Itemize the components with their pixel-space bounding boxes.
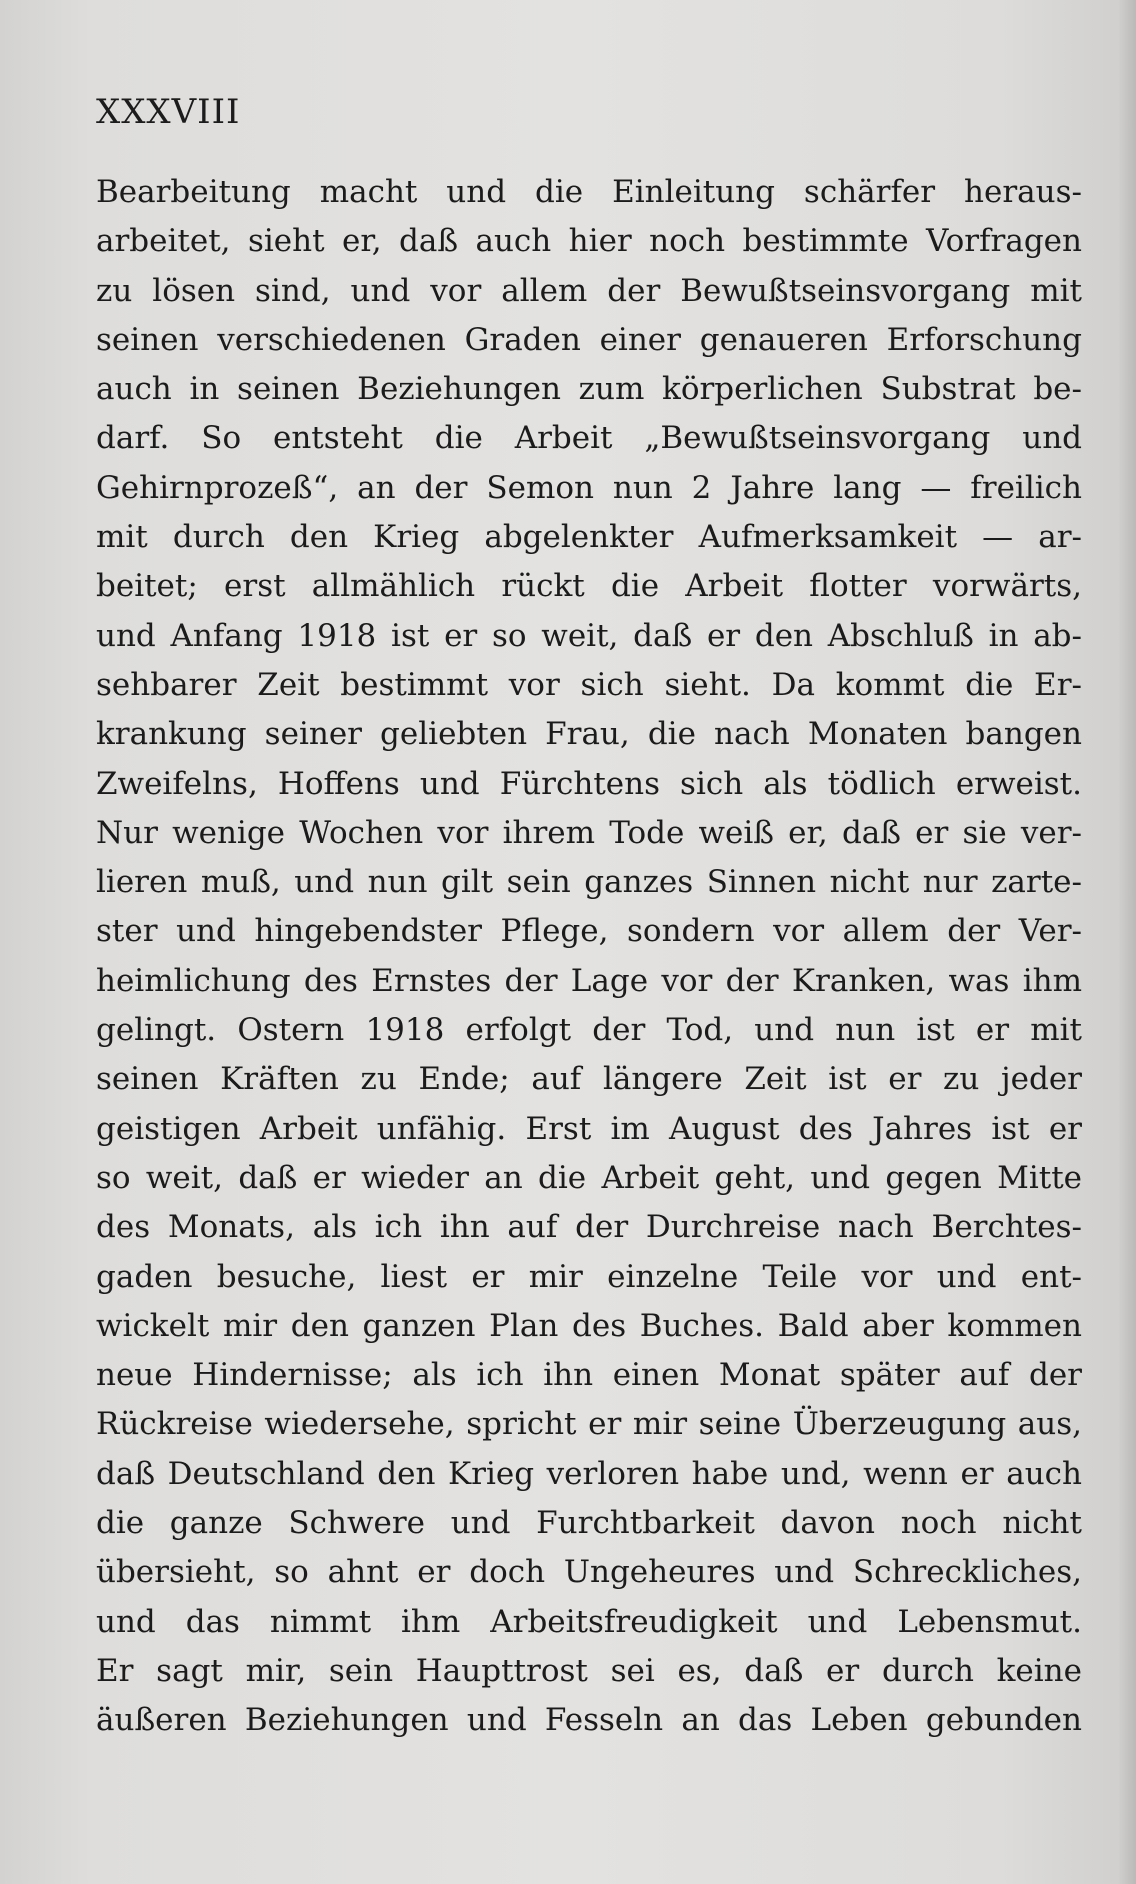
- text-line: gaden besuche, liest er mir einzelne Teile vor und ent-: [96, 1258, 1082, 1295]
- text-line: Er sagt mir, sein Haupttrost sei es, daß er durch keine: [96, 1652, 1082, 1689]
- text-line: des Monats, als ich ihn auf der Durchreise nach Berchtes-: [96, 1209, 1082, 1246]
- text-line: Bearbeitung macht und die Einleitung schärfer heraus-: [96, 174, 1082, 210]
- text-line: neue Hindernisse; als ich ihn einen Monat später auf der: [96, 1357, 1082, 1394]
- text-line: zu lösen sind, und vor allem der Bewußtseinsvorgang mit: [96, 272, 1082, 309]
- text-line: sehbarer Zeit bestimmt vor sich sieht. Da kommt die Er-: [96, 666, 1082, 703]
- text-line: darf. So entsteht die Arbeit „Bewußtseinsvorgang und: [96, 420, 1082, 457]
- text-line: so weit, daß er wieder an die Arbeit geht, und gegen Mitte: [96, 1159, 1082, 1196]
- text-line: die ganze Schwere und Furchtbarkeit davon noch nicht: [96, 1505, 1082, 1542]
- page-edge-shadow: [1118, 0, 1136, 1884]
- text-line: beitet; erst allmählich rückt die Arbeit flotter vorwärts,: [96, 568, 1082, 605]
- text-line: krankung seiner geliebten Frau, die nach Monaten bangen: [96, 716, 1082, 753]
- text-line: lieren muß, und nun gilt sein ganzes Sinnen nicht nur zarte-: [96, 864, 1082, 901]
- text-line: seinen Kräften zu Ende; auf längere Zeit ist er zu jeder: [96, 1061, 1082, 1098]
- text-line: daß Deutschland den Krieg verloren habe und, wenn er auch: [96, 1455, 1082, 1492]
- page-number: XXXVIII: [96, 92, 241, 132]
- text-line: geistigen Arbeit unfähig. Erst im August des Jahres ist er: [96, 1110, 1082, 1147]
- text-line: auch in seinen Beziehungen zum körperlichen Substrat be-: [96, 371, 1082, 408]
- text-line: gelingt. Ostern 1918 erfolgt der Tod, und nun ist er mit: [96, 1012, 1082, 1049]
- text-line: und Anfang 1918 ist er so weit, daß er den Abschluß in ab-: [96, 617, 1082, 654]
- text-line: Gehirnprozeß“, an der Semon nun 2 Jahre lang — freilich: [96, 469, 1082, 506]
- text-line: Rückreise wiedersehe, spricht er mir seine Überzeugung aus,: [96, 1406, 1082, 1443]
- text-line: und das nimmt ihm Arbeitsfreudigkeit und Lebensmut.: [96, 1603, 1082, 1640]
- text-line: arbeitet, sieht er, daß auch hier noch bestimmte Vorfragen: [96, 223, 1082, 260]
- text-line: Zweifelns, Hoffens und Fürchtens sich als tödlich erweist.: [96, 765, 1082, 802]
- text-line: seinen verschiedenen Graden einer genaueren Erforschung: [96, 321, 1082, 358]
- text-line: übersieht, so ahnt er doch Ungeheures und Schreckliches,: [96, 1554, 1082, 1591]
- text-line: wickelt mir den ganzen Plan des Buches. Bald aber kommen: [96, 1307, 1082, 1344]
- text-line: mit durch den Krieg abgelenkter Aufmerksamkeit — ar-: [96, 519, 1082, 556]
- text-line: Nur wenige Wochen vor ihrem Tode weiß er, daß er sie ver-: [96, 814, 1082, 851]
- text-line: ster und hingebendster Pflege, sondern vor allem der Ver-: [96, 913, 1082, 950]
- text-line: heimlichung des Ernstes der Lage vor der Kranken, was ihm: [96, 962, 1082, 999]
- body-text: [96, 168, 1082, 1746]
- text-line: äußeren Beziehungen und Fesseln an das Leben gebunden: [96, 1702, 1082, 1739]
